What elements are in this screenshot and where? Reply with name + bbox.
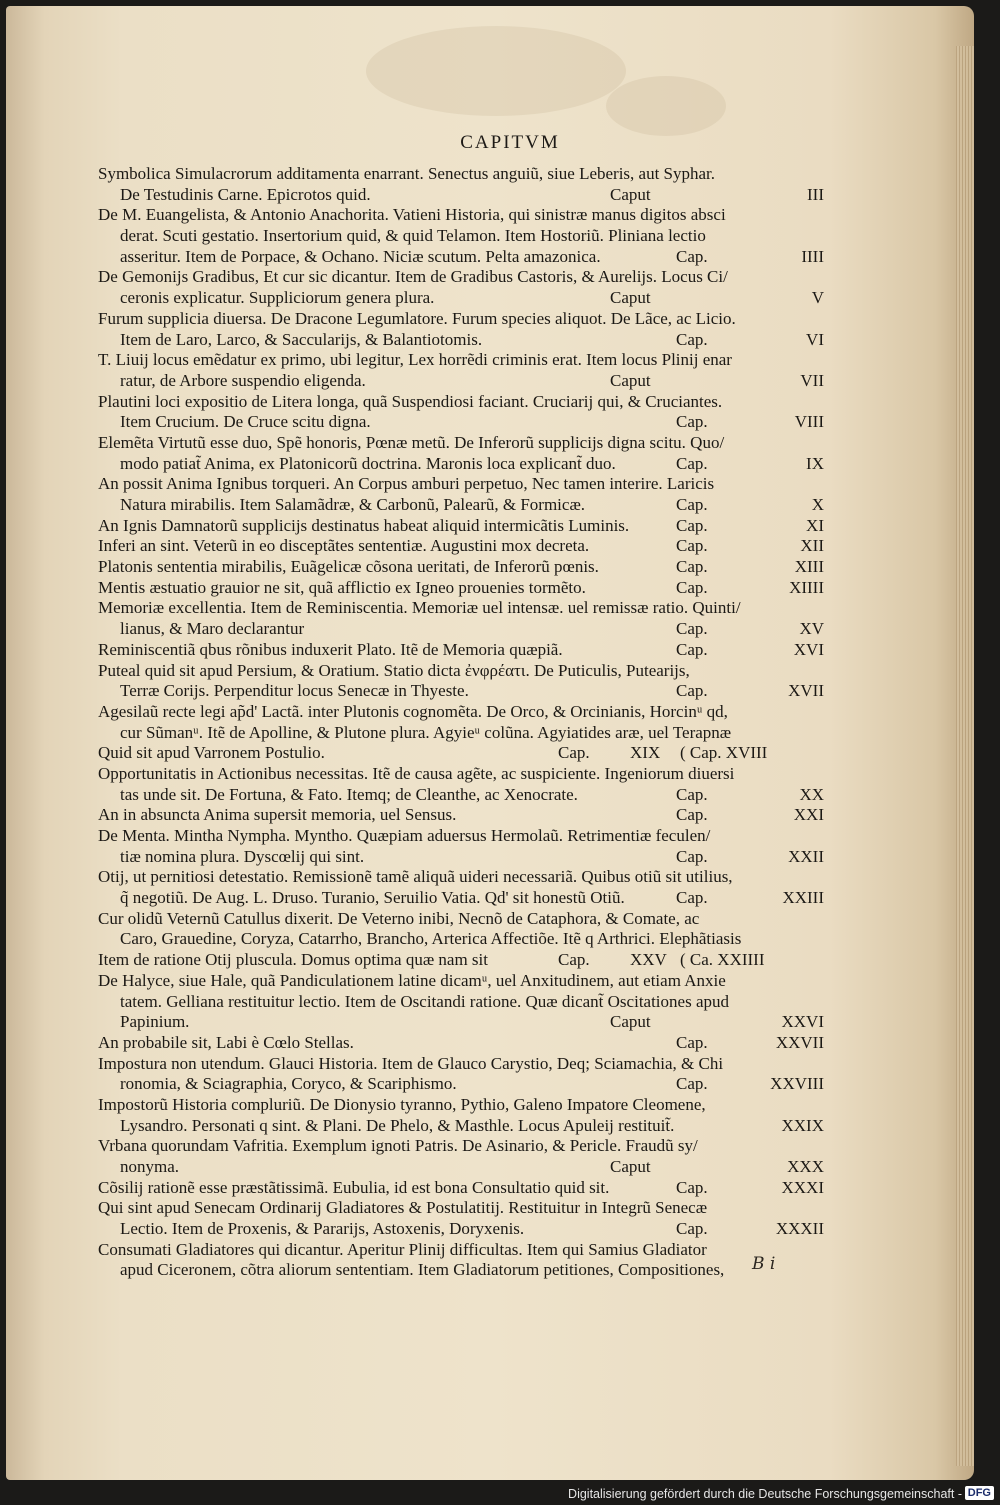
- toc-line: [98, 661, 824, 682]
- chapter-label: Cap.: [676, 784, 708, 804]
- toc-line-text: Furum supplicia diuersa. De Dracone Legumlatore. Furum species aliquot. De Lãce, ac Licio.: [98, 308, 736, 328]
- toc-line-text: Papinium.: [120, 1012, 190, 1032]
- chapter-number: XIII: [794, 557, 824, 577]
- toc-line-text: modo patiat̃ Anima, ex Platonicorũ doctrina. Maronis loca explicant̃ duo.: [120, 453, 616, 473]
- toc-line-text: Cõsilij rationẽ esse præstãtissimã. Eubulia, id est bona Consultatio quid sit.: [98, 1177, 610, 1197]
- toc-line-text: nonyma.: [120, 1157, 180, 1176]
- chapter-number: V: [811, 288, 824, 308]
- chapter-label: Cap.: [676, 1074, 708, 1094]
- page-heading: CAPITVM: [460, 132, 560, 153]
- chapter-number: XXVII: [775, 1032, 824, 1052]
- chapter-number: XXI: [793, 805, 824, 825]
- toc-line: [98, 1116, 824, 1137]
- chapter-number: XXX: [787, 1157, 824, 1176]
- chapter-label: Cap.: [676, 536, 708, 556]
- toc-line-text: Qui sint apud Senecam Ordinarij Gladiatores & Postulatitij. Restituitur in Integrũ Senecæ: [98, 1198, 708, 1218]
- toc-line: [98, 640, 824, 661]
- chapter-label: Caput: [610, 288, 651, 308]
- toc-line: [98, 247, 824, 268]
- chapter-number: XX: [799, 784, 824, 804]
- chapter-label: Cap.: [676, 846, 708, 866]
- chapter-continuation: ( Ca. XXIIII: [680, 950, 765, 970]
- chapter-label: Caput: [610, 1157, 651, 1176]
- chapter-number: XXXII: [775, 1219, 824, 1239]
- digitization-footer: [0, 1482, 1000, 1505]
- toc-line: [98, 350, 824, 371]
- toc-line-text: An Ignis Damnatorũ supplicijs destinatus habeat aliquid intermicãtis Luminis.: [98, 515, 630, 535]
- toc-line: [98, 929, 824, 950]
- toc-line-text: q̃ negotiũ. De Aug. L. Druso. Turanio, Seruilio Vatia. Qd' sit honestũ Otiũ.: [120, 888, 625, 908]
- chapter-label: Cap.: [676, 1219, 708, 1239]
- table-of-contents: [98, 164, 824, 1281]
- toc-line-text: Plautini loci expositio de Litera longa, quã Suspendiosi faciant. Cruciarij qui, & Cruciantes.: [98, 391, 723, 411]
- toc-line: [98, 867, 824, 888]
- toc-line: [98, 205, 824, 226]
- toc-line: [98, 516, 824, 537]
- toc-line: [98, 433, 824, 454]
- toc-line-text: Symbolica Simulacrorum additamenta enarrant. Senectus anguiũ, siue Leberis, aut Syphar.: [98, 164, 716, 183]
- toc-line: [98, 330, 824, 351]
- book-page: [6, 6, 974, 1480]
- toc-line: [98, 1095, 824, 1116]
- toc-line-text: Vrbana quorundam Vafritia. Exemplum ignoti Patris. De Asinario, & Pericle. Fraudũ sy/: [98, 1136, 698, 1156]
- toc-line: [98, 743, 824, 764]
- chapter-label: Cap.: [676, 1032, 708, 1052]
- toc-line: [98, 474, 824, 495]
- chapter-number: VII: [800, 370, 824, 390]
- toc-line: [98, 723, 824, 744]
- toc-line-text: Impostorũ Historia compluriũ. De Dionysio tyranno, Pythio, Galeno Impatore Cleomene,: [98, 1094, 706, 1114]
- toc-line: [98, 971, 824, 992]
- toc-line-text: tatem. Gelliana restituitur lectio. Item de Oscitandi ratione. Quæ dicant̃ Oscitationes apud: [120, 991, 729, 1011]
- toc-line-text: De Gemonijs Gradibus, Et cur sic dicantur. Item de Gradibus Castoris, & Aurelijs. Locus Ci/: [98, 267, 728, 287]
- dfg-logo: DFG: [965, 1486, 994, 1500]
- toc-line-text: apud Ciceronem, cõtra aliorum sententiam. Item Gladiatorum petitiones, Compositiones,: [120, 1260, 725, 1280]
- chapter-number: XXVI: [781, 1012, 824, 1032]
- chapter-number: XVI: [793, 639, 824, 659]
- toc-line-text: tas unde sit. De Fortuna, & Fato. Itemq; de Cleanthe, ac Xenocrate.: [120, 784, 578, 804]
- chapter-number: XXII: [788, 846, 824, 866]
- toc-line: [98, 826, 824, 847]
- toc-line-text: De Menta. Mintha Nympha. Myntho. Quæpiam aduersus Hermolaũ. Retrimentiæ feculen/: [98, 826, 711, 845]
- chapter-number: XII: [800, 536, 824, 556]
- toc-line-text: Item de ratione Otij pluscula. Domus optima quæ nam sit: [98, 950, 488, 970]
- toc-line: [98, 1033, 824, 1054]
- chapter-number: XXV: [630, 950, 667, 970]
- toc-line-text: Lectio. Item de Proxenis, & Pararijs, Astoxenis, Doryxenis.: [120, 1219, 525, 1239]
- toc-line-text: Natura mirabilis. Item Salamãdræ, & Carbonũ, Palearũ, & Formicæ.: [120, 495, 586, 514]
- toc-line-text: Terræ Corijs. Perpenditur locus Senecæ in Thyeste.: [120, 681, 469, 701]
- toc-line-text: Platonis sententia mirabilis, Euãgelicæ cõsona ueritati, de Inferorũ pœnis.: [98, 557, 599, 577]
- toc-line: [98, 495, 824, 516]
- toc-line-text: De Testudinis Carne. Epicrotos quid.: [120, 184, 371, 204]
- chapter-label: Cap.: [676, 805, 708, 825]
- stain: [366, 26, 626, 116]
- chapter-number: III: [807, 184, 824, 204]
- toc-line: [98, 1136, 824, 1157]
- toc-line-text: Inferi an sint. Veterũ in eo disceptãtes sententiæ. Augustini mox decreta.: [98, 536, 590, 556]
- toc-line: [98, 185, 824, 206]
- toc-line: [98, 288, 824, 309]
- chapter-number: XIX: [630, 743, 661, 763]
- toc-line: [98, 1074, 824, 1095]
- signature-mark: B i: [752, 1254, 776, 1274]
- toc-line-text: ronomia, & Sciagraphia, Coryco, & Scariphismo.: [120, 1074, 457, 1094]
- chapter-number: XXIII: [782, 888, 824, 908]
- toc-line-text: An probabile sit, Labi è Cœlo Stellas.: [98, 1032, 354, 1052]
- toc-line: [98, 702, 824, 723]
- chapter-label: Cap.: [676, 453, 708, 473]
- chapter-label: Cap.: [676, 619, 708, 639]
- toc-line: [98, 1157, 824, 1178]
- toc-line: [98, 598, 824, 619]
- toc-line: [98, 619, 824, 640]
- toc-line: [98, 1219, 824, 1240]
- chapter-label: Cap.: [676, 681, 708, 701]
- toc-line: [98, 1178, 824, 1199]
- toc-line: [98, 1240, 824, 1261]
- chapter-number: VIII: [794, 412, 824, 432]
- toc-line: [98, 681, 824, 702]
- toc-line-text: Opportunitatis in Actionibus necessitas. Itẽ de causa agẽte, ac suspiciente. Ingeniorum diuersi: [98, 763, 735, 783]
- toc-line-text: Item Crucium. De Cruce scitu digna.: [120, 412, 371, 432]
- chapter-number: IX: [806, 453, 824, 473]
- toc-line: [98, 578, 824, 599]
- toc-line: [98, 992, 824, 1013]
- toc-line: [98, 1198, 824, 1219]
- toc-line: [98, 805, 824, 826]
- toc-line-text: ratur, de Arbore suspendio eligenda.: [120, 370, 366, 390]
- chapter-number: VI: [806, 329, 824, 349]
- toc-line: [98, 454, 824, 475]
- toc-line: [98, 267, 824, 288]
- chapter-number: XVII: [788, 681, 824, 701]
- toc-line-text: De M. Euangelista, & Antonio Anachorita. Vatieni Historia, qui sinistræ manus digitos absci: [98, 205, 726, 225]
- toc-line-text: Consumati Gladiatores qui dicantur. Aperitur Plinij difficultas. Item qui Samius Gladiator: [98, 1239, 707, 1259]
- toc-line: [98, 309, 824, 330]
- toc-line: [98, 950, 824, 971]
- chapter-label: Cap.: [676, 495, 708, 514]
- footer-text: Digitalisierung gefördert durch die Deutsche Forschungsgemeinschaft -: [568, 1487, 962, 1501]
- chapter-label: Caput: [610, 370, 651, 390]
- toc-line: [98, 226, 824, 247]
- toc-line-text: cur Sũmanᵘ. Itẽ de Apolline, & Plutone plura. Agyieᵘ colũna. Agyiatides aræ, uel Terapnæ: [120, 722, 732, 742]
- toc-line: [98, 371, 824, 392]
- toc-line-text: ceronis explicatur. Suppliciorum genera plura.: [120, 288, 435, 308]
- chapter-number: XI: [806, 515, 824, 535]
- toc-line-text: T. Liuij locus emẽdatur ex primo, ubi legitur, Lex horrẽdi criminis erat. Item locus Plinij enar: [98, 350, 732, 370]
- toc-line-text: An in absuncta Anima supersit memoria, uel Sensus.: [98, 805, 457, 825]
- toc-line-text: Puteal quid sit apud Persium, & Oratium. Statio dicta ἐνφρέατι. De Puticulis, Putearijs,: [98, 660, 690, 680]
- chapter-label: Cap.: [676, 1177, 708, 1197]
- toc-line-text: An possit Anima Ignibus torqueri. An Corpus amburi perpetuo, Nec tamen interire. Laricis: [98, 474, 715, 494]
- toc-line-text: Elemẽta Virtutũ esse duo, Spẽ honoris, Pœnæ metũ. De Inferorũ supplicijs digna scitu. Quo/: [98, 432, 725, 452]
- chapter-label: Cap.: [558, 950, 590, 970]
- chapter-label: Cap.: [676, 329, 708, 349]
- chapter-number: X: [811, 495, 824, 514]
- chapter-label: Cap.: [676, 557, 708, 577]
- toc-line-text: Mentis æstuatio grauior ne sit, quã afflictio ex Igneo prouenies tormẽto.: [98, 577, 586, 597]
- toc-line: [98, 847, 824, 868]
- toc-line: [98, 1012, 824, 1033]
- toc-line-text: tiæ nomina plura. Dyscœlij qui sint.: [120, 846, 365, 866]
- toc-line: [98, 888, 824, 909]
- chapter-label: Cap.: [676, 888, 708, 908]
- chapter-number: XXXI: [781, 1177, 824, 1197]
- toc-line-text: De Halyce, siue Hale, quã Pandiculationem latine dicamᵘ, uel Anxitudinem, aut etiam Anxie: [98, 970, 726, 990]
- toc-line-text: Otij, ut pernitiosi detestatio. Remissionẽ tamẽ aliquã uideri necessariã. Quibus otiũ sit utilius,: [98, 867, 733, 887]
- toc-line-text: Quid sit apud Varronem Postulio.: [98, 743, 325, 763]
- toc-line: [98, 785, 824, 806]
- toc-line-text: Reminiscentiã qbus rõnibus induxerit Plato. Itẽ de Memoria quæpiã.: [98, 639, 563, 659]
- chapter-label: Caput: [610, 184, 651, 204]
- toc-line-text: Impostura non utendum. Glauci Historia. Item de Glauco Carystio, Deq; Sciamachia, & Chi: [98, 1053, 724, 1073]
- toc-line: [98, 412, 824, 433]
- chapter-label: Cap.: [676, 577, 708, 597]
- toc-line: [98, 1260, 824, 1281]
- toc-line-text: derat. Scuti gestatio. Insertorium quid, & quid Telamon. Item Hostoriũ. Pliniana lectio: [120, 226, 706, 246]
- chapter-number: XIIII: [789, 577, 824, 597]
- page-edges: [956, 46, 974, 1466]
- toc-line-text: Item de Laro, Larco, & Saccularijs, & Balantiotomis.: [120, 329, 483, 349]
- chapter-label: Cap.: [676, 639, 708, 659]
- chapter-label: Cap.: [676, 246, 708, 266]
- chapter-label: Cap.: [676, 412, 708, 432]
- toc-line-text: asseritur. Item de Porpace, & Ochano. Niciæ scutum. Pelta amazonica.: [120, 246, 601, 266]
- toc-line: [98, 1054, 824, 1075]
- toc-line: [98, 557, 824, 578]
- toc-line-text: Caro, Grauedine, Coryza, Catarrho, Brancho, Arterica Affectiõe. Itẽ q Arthrici. Elephãtiasis: [120, 929, 742, 949]
- toc-line-text: Lysandro. Personati q sint. & Plani. De Phelo, & Masthle. Locus Apuleij restituit̃.: [120, 1115, 675, 1135]
- toc-line: [98, 536, 824, 557]
- chapter-number: IIII: [801, 246, 824, 266]
- chapter-label: Cap.: [558, 743, 590, 763]
- toc-line-text: lianus, & Maro declarantur: [120, 619, 305, 639]
- toc-line-text: Memoriæ excellentia. Item de Reminiscentia. Memoriæ uel intensæ. uel remissæ ratio. Quinti/: [98, 598, 741, 618]
- chapter-continuation: ( Cap. XVIII: [680, 743, 768, 763]
- toc-line: [98, 392, 824, 413]
- stain: [606, 76, 726, 136]
- toc-line-text: Cur olidũ Veternũ Catullus dixerit. De Veterno inibi, Necnõ de Cataphora, & Comate, ac: [98, 908, 700, 928]
- toc-line: [98, 164, 824, 185]
- toc-line: [98, 764, 824, 785]
- chapter-number: XXVIII: [770, 1074, 824, 1094]
- chapter-label: Cap.: [676, 515, 708, 535]
- toc-line-text: Agesilaũ recte legi ap̃d' Lactã. inter Plutonis cognomẽta. De Orco, & Orcinianis, Horcinᵘ qd,: [98, 701, 728, 721]
- toc-line: [98, 909, 824, 930]
- chapter-number: XXIX: [781, 1115, 824, 1135]
- chapter-number: XV: [799, 619, 824, 639]
- chapter-label: Caput: [610, 1012, 651, 1032]
